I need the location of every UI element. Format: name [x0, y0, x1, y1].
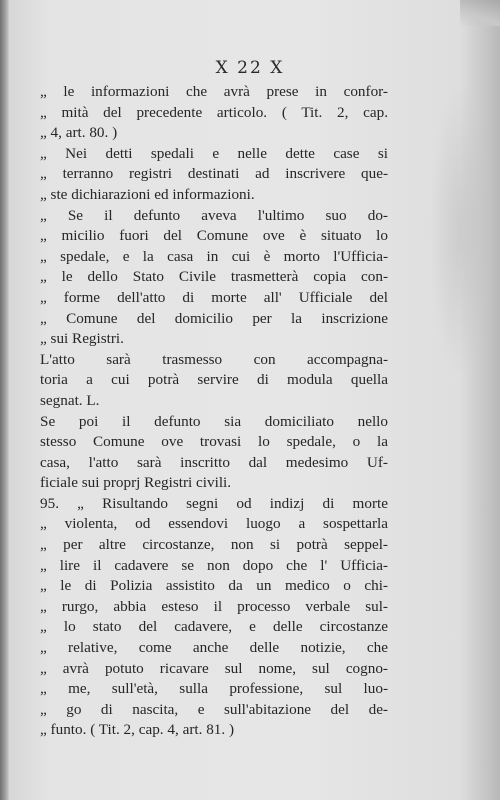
text-line: „ Se il defunto aveva l'ultimo suo do- [40, 206, 388, 224]
text-line: „ violenta, od essendovi luogo a sospettarla [40, 515, 388, 533]
text-line: segnat. L. [40, 391, 100, 409]
text-line: „ per altre circostanze, non si potrà seppel- [40, 536, 388, 554]
text-line: „ me, sull'età, sulla professione, sul luo- [40, 680, 388, 698]
text-line: „ rurgo, abbia esteso il processo verbale sul- [40, 597, 388, 615]
text-line: „ 4, art. 80. ) [40, 124, 118, 142]
text-line: „ le informazioni che avrà prese in confor- [40, 83, 388, 100]
text-line: „ go di nascita, e sull'abitazione del de- [40, 700, 388, 718]
text-line: 95. „ Risultando segni od indizj di morte [40, 494, 388, 512]
page-number-header: X 22 X [215, 58, 285, 78]
text-line: ficiale sui proprj Registri civili. [40, 474, 232, 492]
paper-stain [430, 80, 490, 380]
text-line: toria a cui potrà servire di modula quella [40, 371, 388, 389]
binding-gutter [0, 0, 9, 800]
text-line: casa, l'atto sarà inscritto dal medesimo Uf- [40, 453, 388, 471]
text-line: stesso Comune ove trovasi lo spedale, o la [40, 433, 388, 451]
text-line: „ le di Polizia assistito da un medico o chi- [40, 577, 388, 595]
text-line: „ micilio fuori del Comune ove è situato lo [40, 227, 388, 245]
text-line: L'atto sarà trasmesso con accompagna- [40, 350, 388, 368]
text-line: „ spedale, e la casa in cui è morto l'Ufficia- [40, 247, 388, 265]
text-line: „ relative, come anche delle notizie, che [40, 639, 388, 657]
text-line: Se poi il defunto sia domiciliato nello [40, 412, 388, 430]
text-line: „ funto. ( Tit. 2, cap. 4, art. 81. ) [40, 721, 235, 739]
text-line: „ lire il cadavere se non dopo che l' Ufficia- [40, 556, 388, 574]
text-line: „ sui Registri. [40, 330, 124, 348]
text-line: „ le dello Stato Civile trasmetterà copia con- [40, 268, 388, 286]
text-line: „ lo stato del cadavere, e delle circostanze [40, 618, 388, 636]
text-line: „ Comune del domicilio per la inscrizione [40, 309, 388, 327]
page-text-block [40, 82, 388, 741]
text-line: „ avrà potuto ricavare sul nome, sul cogno- [40, 659, 388, 677]
page-corner [460, 0, 500, 26]
text-line: „ mità del precedente articolo. ( Tit. 2, cap. [40, 103, 388, 121]
text-line: „ ste dichiarazioni ed informazioni. [40, 185, 255, 203]
text-line: „ forme dell'atto di morte all' Ufficiale del [40, 288, 388, 306]
text-line: „ terranno registri destinati ad inscrivere que- [40, 165, 388, 183]
text-line: „ Nei detti spedali e nelle dette case si [40, 144, 388, 162]
